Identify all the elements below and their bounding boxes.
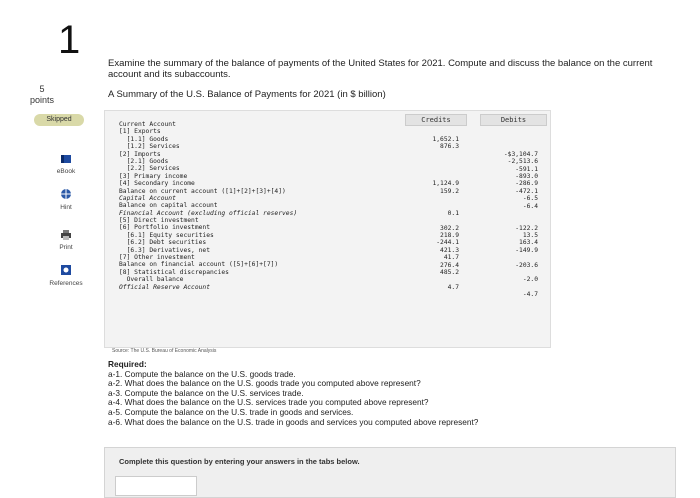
debits-header: Debits [480, 114, 547, 126]
question-number: 1 [58, 18, 81, 62]
required-item: a-4. What does the balance on the U.S. services trade you computed above represent? [108, 397, 429, 408]
required-item: a-2. What does the balance on the U.S. goods trade you computed above represent? [108, 378, 421, 389]
table-source: Source: The U.S. Bureau of Economic Analysis [112, 348, 217, 354]
debit-cell: 163.4 [519, 239, 538, 247]
debit-cell: -149.9 [515, 246, 538, 254]
row-label: Capital Account [119, 194, 176, 202]
debit-cell: -2.0 [522, 276, 538, 284]
debit-cell [480, 254, 538, 261]
row-label: [2.2] Services [119, 165, 180, 173]
debit-cell: -122.2 [515, 224, 538, 232]
credit-cell: 159.2 [440, 187, 459, 195]
row-label: [6] Portfolio investment [119, 224, 210, 232]
credit-cell: 302.2 [440, 224, 459, 232]
row-label: [3] Primary income [119, 172, 188, 180]
debit-cell: -472.1 [515, 187, 538, 195]
required-label: Required: [108, 359, 147, 369]
sidebar-item-print[interactable] [36, 230, 96, 251]
row-label: [8] Statistical discrepancies [119, 268, 229, 276]
printer-icon [36, 230, 96, 242]
credit-cell [395, 276, 459, 283]
row-label: Balance on financial account ([5]+[6]+[7]) [119, 261, 279, 269]
debit-cell: -6.4 [522, 202, 538, 210]
credit-cell: 876.3 [440, 143, 459, 151]
debit-cell [480, 269, 538, 276]
required-item: a-5. Compute the balance on the U.S. trade in goods and services. [108, 406, 354, 417]
credit-cell: 1,652.1 [432, 136, 459, 143]
sidebar-item-references[interactable] [36, 264, 96, 287]
debit-cell: -591.1 [515, 165, 538, 173]
debit-cell [480, 284, 538, 291]
required-item: a-6. What does the balance on the U.S. trade in goods and services you computed above represent? [108, 416, 479, 427]
question-prompt: Examine the summary of the balance of payments of the United States for 2021. Compute and discuss the balance on the current account and its subaccounts. [108, 58, 653, 80]
debit-cell: 13.5 [522, 232, 538, 240]
credit-cell: 4.7 [447, 283, 459, 291]
sidebar-item-hint[interactable] [36, 188, 96, 211]
row-label: [6.3] Derivatives, net [119, 246, 210, 254]
credit-cell [395, 151, 459, 158]
answer-tab[interactable] [115, 476, 197, 496]
book-icon [36, 154, 96, 166]
debit-cell [480, 217, 538, 224]
sidebar-item-label: References [49, 280, 83, 287]
credit-cell: 41.7 [443, 254, 459, 262]
row-label: [2] Imports [119, 150, 161, 158]
credit-cell [395, 166, 459, 173]
row-label: [5] Direct investment [119, 217, 199, 225]
credit-cell: 1,124.9 [432, 180, 459, 188]
credit-cell: -244.1 [436, 239, 459, 247]
credit-cell: 276.4 [440, 261, 459, 269]
credit-cell: 485.2 [440, 269, 459, 277]
row-label: [2.1] Goods [119, 157, 169, 165]
globe-icon [36, 188, 96, 202]
sidebar-item-label: Print [59, 244, 73, 251]
credit-cell [395, 158, 459, 165]
credit-cell: 421.3 [440, 246, 459, 254]
sidebar-item-ebook[interactable] [36, 154, 96, 175]
debit-cell: -$3,104.7 [503, 150, 538, 158]
row-label: [7] Other investment [119, 254, 195, 262]
references-icon [36, 264, 96, 278]
row-label: [1.1] Goods [119, 135, 169, 143]
row-label: Financial Account (excluding official reserves) [119, 209, 298, 217]
skipped-badge: Skipped [34, 114, 84, 126]
debit-cell: -2,513.6 [507, 158, 538, 166]
row-label: [1] Exports [119, 128, 161, 136]
points-label: points [30, 95, 55, 105]
credits-header: Credits [405, 114, 467, 126]
row-label: [6.1] Equity securities [119, 231, 214, 239]
debits-column [480, 136, 538, 299]
row-label: Overall balance [119, 276, 184, 284]
table-title: A Summary of the U.S. Balance of Payments for 2021 (in $ billion) [108, 89, 386, 100]
row-label: Balance on capital account [119, 202, 218, 210]
debit-cell [480, 136, 538, 143]
required-item: a-1. Compute the balance on the U.S. goods trade. [108, 368, 296, 379]
row-label: [4] Secondary income [119, 180, 195, 188]
sidebar-item-label: eBook [56, 168, 76, 175]
debit-cell: -203.6 [515, 261, 538, 269]
debit-cell: -286.9 [515, 180, 538, 188]
debit-cell [480, 143, 538, 150]
points-indicator [30, 84, 54, 106]
row-label: [1.2] Services [119, 143, 180, 151]
credit-cell [395, 291, 459, 298]
row-label: Balance on current account ([1]+[2]+[3]+[4]) [119, 187, 286, 195]
credit-cell [395, 203, 459, 210]
credit-cell [395, 195, 459, 202]
answer-panel [104, 447, 676, 498]
debit-cell [480, 210, 538, 217]
row-label: Official Reserve Account [119, 283, 210, 291]
required-section [108, 360, 668, 427]
balance-of-payments-table [104, 110, 551, 348]
required-item: a-3. Compute the balance on the U.S. services trade. [108, 387, 304, 398]
credit-cell [395, 217, 459, 224]
credits-column [395, 136, 459, 299]
row-labels [119, 121, 409, 291]
credit-cell: 0.1 [447, 209, 459, 217]
sidebar-item-label: Hint [60, 204, 72, 211]
debit-cell: -6.5 [522, 195, 538, 203]
instruction-text: Complete this question by entering your answers in the tabs below. [119, 457, 360, 466]
debit-cell: -893.0 [515, 172, 538, 180]
points-value: 5 [39, 84, 45, 94]
row-label: [6.2] Debt securities [119, 239, 207, 247]
credit-cell: 218.9 [440, 232, 459, 240]
row-label: Current Account [119, 121, 176, 128]
credit-cell [395, 173, 459, 180]
debit-cell: -4.7 [522, 291, 538, 299]
